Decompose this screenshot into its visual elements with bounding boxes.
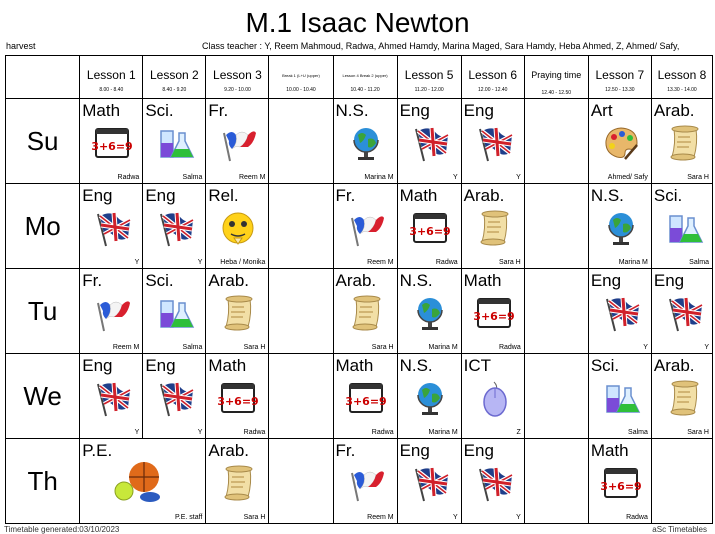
science-icon <box>155 123 195 163</box>
lesson-cell <box>80 184 143 269</box>
subject-name: Math <box>590 441 629 460</box>
subject-name: Fr. <box>335 186 356 205</box>
column-header <box>333 56 397 99</box>
lesson-cell <box>143 354 206 439</box>
subject-name: Eng <box>145 186 176 205</box>
teacher-name: Sara H <box>498 259 521 266</box>
header-row <box>6 56 713 99</box>
teacher-name: Y <box>134 259 140 266</box>
teacher-name: Y <box>516 514 521 521</box>
subject-name: Fr. <box>335 441 356 460</box>
empty-cell <box>524 354 588 439</box>
praying-face-icon <box>218 208 258 248</box>
math-icon <box>474 293 514 333</box>
column-header <box>524 56 588 99</box>
teacher-name: Sara H <box>243 344 266 351</box>
mouse-icon <box>474 378 514 418</box>
science-icon <box>601 378 641 418</box>
lesson-cell <box>397 269 461 354</box>
column-name: Lesson 5 <box>404 68 454 82</box>
lesson-cell <box>80 99 143 184</box>
math-icon <box>601 463 641 503</box>
subject-name: N.S. <box>399 271 433 290</box>
page-title: M.1 Isaac Newton <box>245 7 470 38</box>
teacher-name: Radwa <box>243 429 266 436</box>
uk-flag-icon <box>664 293 704 333</box>
footer-generated: Timetable generated:03/10/2023 <box>4 525 120 534</box>
column-header <box>80 56 143 99</box>
teacher-name: Reem M <box>367 514 394 521</box>
lesson-cell <box>333 269 397 354</box>
lesson-cell <box>461 354 524 439</box>
uk-flag-icon <box>410 463 450 503</box>
teacher-name: Radwa <box>498 344 521 351</box>
lesson-cell <box>206 269 269 354</box>
lesson-cell <box>651 354 712 439</box>
subject-name: Fr. <box>82 271 103 290</box>
day-label: Su <box>6 99 80 184</box>
column-name: Break 1 (L+U (upper) <box>282 73 320 78</box>
teacher-name: Y <box>453 514 458 521</box>
uk-flag-icon <box>92 208 132 248</box>
subject-name: Arab. <box>653 356 695 375</box>
lesson-cell <box>651 99 712 184</box>
teacher-name: Salma <box>628 429 648 436</box>
subject-name: ICT <box>463 356 492 375</box>
subject-name: Arab. <box>208 441 250 460</box>
lesson-cell <box>333 439 397 524</box>
scroll-icon <box>218 463 258 503</box>
empty-cell <box>269 99 333 184</box>
lesson-cell <box>461 269 524 354</box>
subject-name: Sci. <box>653 186 683 205</box>
lesson-cell <box>206 99 269 184</box>
lesson-cell <box>651 269 712 354</box>
subject-name: Eng <box>463 441 494 460</box>
column-time: 8.00 - 8.40 <box>99 87 124 93</box>
scroll-icon <box>474 208 514 248</box>
teacher-name: Y <box>453 174 458 181</box>
teacher-name: P.E. staff <box>175 514 203 521</box>
teacher-name: Salma <box>182 344 203 351</box>
day-row <box>6 184 713 269</box>
lesson-cell <box>397 354 461 439</box>
french-flag-icon <box>346 208 386 248</box>
teacher-name: Marina M <box>364 174 394 181</box>
column-name: Lesson 3 <box>213 68 262 82</box>
lesson-cell <box>143 269 206 354</box>
subject-name: Arab. <box>335 271 377 290</box>
empty-cell <box>269 439 333 524</box>
column-name: Lesson 1 <box>86 68 136 82</box>
teacher-name: Z <box>516 429 521 436</box>
globe-icon <box>346 123 386 163</box>
subject-name: Art <box>590 101 613 120</box>
column-name: Lesson 6 <box>468 68 518 82</box>
teacher-name: Y <box>516 174 521 181</box>
class-teachers: Class teacher : Y, Reem Mahmoud, Radwa, Ahmed Hamdy, Marina Maged, Sara Hamdy, Heba Ahmed, Z, Ahmed/ Safy, <box>202 41 680 51</box>
french-flag-icon <box>218 123 258 163</box>
teacher-name: Radwa <box>626 514 648 521</box>
teacher-name: Sara H <box>371 344 394 351</box>
scroll-icon <box>664 378 704 418</box>
column-header <box>461 56 524 99</box>
lesson-cell <box>143 184 206 269</box>
teacher-name: Salma <box>182 174 203 181</box>
column-time: 13.30 - 14.00 <box>667 87 697 93</box>
column-header <box>397 56 461 99</box>
subject-name: Eng <box>399 441 430 460</box>
day-row <box>6 99 713 184</box>
column-time: 10.00 - 10.40 <box>286 87 316 93</box>
day-row <box>6 269 713 354</box>
column-time: 8.40 - 9.20 <box>162 87 187 93</box>
corner-cell <box>6 56 80 99</box>
empty-cell <box>651 439 712 524</box>
column-name: Lesson 7 <box>595 68 645 82</box>
teacher-name: Marina M <box>618 259 648 266</box>
french-flag-icon <box>92 293 132 333</box>
uk-flag-icon <box>474 463 514 503</box>
column-time: 11.20 - 12.00 <box>414 87 444 93</box>
math-icon <box>410 208 450 248</box>
teacher-name: Heba / Monika <box>220 259 266 266</box>
empty-cell <box>524 99 588 184</box>
column-time: 9.20 - 10.00 <box>224 87 251 93</box>
subject-name: P.E. <box>82 441 113 460</box>
math-icon <box>346 378 386 418</box>
column-header <box>143 56 206 99</box>
lesson-cell <box>333 354 397 439</box>
teacher-name: Sara H <box>687 429 709 436</box>
math-icon <box>92 123 132 163</box>
uk-flag-icon <box>92 378 132 418</box>
lesson-cell <box>588 439 651 524</box>
scroll-icon <box>218 293 258 333</box>
column-time: 12.50 - 13.30 <box>605 87 635 93</box>
empty-cell <box>524 184 588 269</box>
lesson-cell <box>397 184 461 269</box>
empty-cell <box>269 269 333 354</box>
subject-name: Sci. <box>145 271 174 290</box>
empty-cell <box>524 439 588 524</box>
footer-brand: aSc Timetables <box>652 525 707 534</box>
column-time: 12.00 - 12.40 <box>477 87 508 93</box>
subject-name: Rel. <box>208 186 239 205</box>
lesson-cell <box>80 269 143 354</box>
subject-name: N.S. <box>399 356 433 375</box>
day-row <box>6 439 713 524</box>
science-icon <box>155 293 195 333</box>
day-row <box>6 354 713 439</box>
lesson-cell <box>80 354 143 439</box>
teacher-name: Radwa <box>435 259 458 266</box>
lesson-cell <box>80 439 206 524</box>
subject-name: Fr. <box>208 101 229 120</box>
lesson-cell <box>588 354 651 439</box>
teacher-name: Marina M <box>428 344 458 351</box>
subject-name: Eng <box>399 101 430 120</box>
scroll-icon <box>346 293 386 333</box>
subject-name: Eng <box>463 101 494 120</box>
lesson-cell <box>206 354 269 439</box>
day-label: Th <box>6 439 80 524</box>
subject-name: Eng <box>653 271 685 290</box>
globe-icon <box>410 293 450 333</box>
column-header <box>269 56 333 99</box>
subject-name: Eng <box>82 186 113 205</box>
empty-cell <box>524 269 588 354</box>
lesson-cell <box>588 269 651 354</box>
math-icon <box>218 378 258 418</box>
column-time: 10.40 - 11.20 <box>350 87 380 93</box>
teacher-name: Y <box>134 429 140 436</box>
lesson-cell <box>397 99 461 184</box>
teacher-name: Sara H <box>243 514 266 521</box>
column-name: Lesson 4 Break 2 (upper) <box>342 73 388 78</box>
uk-flag-icon <box>410 123 450 163</box>
column-header <box>651 56 712 99</box>
empty-cell <box>269 184 333 269</box>
teacher-name: Marina M <box>428 429 458 436</box>
lesson-cell <box>333 184 397 269</box>
day-label: We <box>6 354 80 439</box>
science-icon <box>664 208 704 248</box>
subject-name: Math <box>399 186 438 205</box>
teacher-name: Radwa <box>371 429 394 436</box>
sports-balls-icon <box>110 459 166 503</box>
palette-icon <box>601 123 641 163</box>
column-name: Lesson 8 <box>657 68 707 82</box>
subject-name: N.S. <box>335 101 369 120</box>
timetable <box>5 55 713 524</box>
globe-icon <box>601 208 641 248</box>
lesson-cell <box>461 439 524 524</box>
scroll-icon <box>664 123 704 163</box>
lesson-cell <box>651 184 712 269</box>
subject-name: Sci. <box>590 356 620 375</box>
uk-flag-icon <box>155 378 195 418</box>
lesson-cell <box>206 439 269 524</box>
subject-name: Math <box>463 271 502 290</box>
lesson-cell <box>333 99 397 184</box>
teacher-name: Reem M <box>367 259 394 266</box>
teacher-name: Sara H <box>687 174 709 181</box>
empty-cell <box>269 354 333 439</box>
lesson-cell <box>588 99 651 184</box>
uk-flag-icon <box>601 293 641 333</box>
teacher-name: Reem M <box>238 174 266 181</box>
lesson-cell <box>206 184 269 269</box>
subject-name: N.S. <box>590 186 624 205</box>
subject-name: Eng <box>145 356 176 375</box>
lesson-cell <box>588 184 651 269</box>
subject-name: Math <box>335 356 374 375</box>
uk-flag-icon <box>155 208 195 248</box>
lesson-cell <box>461 184 524 269</box>
subject-name: Arab. <box>463 186 505 205</box>
column-header <box>206 56 269 99</box>
teacher-name: Salma <box>689 259 709 266</box>
uk-flag-icon <box>474 123 514 163</box>
subject-name: Sci. <box>145 101 174 120</box>
day-label: Mo <box>6 184 80 269</box>
subject-name: Arab. <box>208 271 250 290</box>
subject-name: Math <box>208 356 247 375</box>
teacher-name: Reem M <box>112 344 140 351</box>
lesson-cell <box>461 99 524 184</box>
subject-name: Eng <box>590 271 622 290</box>
school-name: harvest <box>6 41 36 51</box>
french-flag-icon <box>346 463 386 503</box>
teacher-name: Ahmed/ Safy <box>607 174 648 181</box>
teacher-name: Y <box>704 344 709 351</box>
day-label: Tu <box>6 269 80 354</box>
column-name: Lesson 2 <box>149 68 199 82</box>
subject-name: Arab. <box>653 101 695 120</box>
teacher-name: Y <box>197 259 203 266</box>
lesson-cell <box>143 99 206 184</box>
teacher-name: Y <box>197 429 203 436</box>
teacher-name: Y <box>643 344 648 351</box>
column-name: Praying time <box>531 70 582 80</box>
lesson-cell <box>397 439 461 524</box>
column-time: 12.40 - 12.50 <box>541 90 571 96</box>
globe-icon <box>410 378 450 418</box>
column-header <box>588 56 651 99</box>
teacher-name: Radwa <box>117 174 140 181</box>
subject-name: Math <box>82 101 121 120</box>
subject-name: Eng <box>82 356 113 375</box>
